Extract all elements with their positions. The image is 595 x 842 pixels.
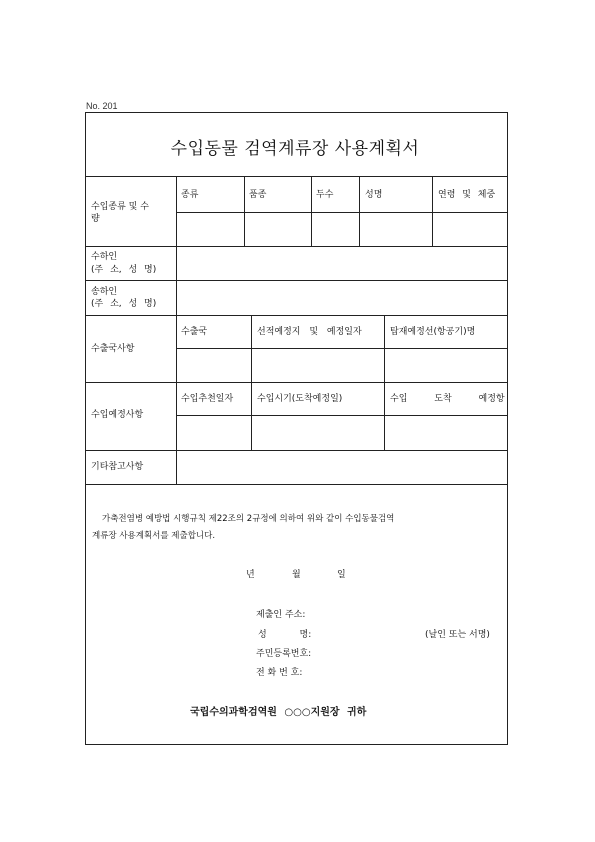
divider <box>359 176 360 246</box>
quantity-label-line1: 수입종류 및 수 <box>91 202 149 212</box>
export-section-label: 수출국사항 <box>91 344 135 354</box>
divider <box>384 315 385 450</box>
date-day: 일 <box>337 570 346 580</box>
form-number: No. 201 <box>86 101 118 111</box>
consignor-label: 송하인 <box>91 287 118 297</box>
resident-id-label: 주민등록번호: <box>256 649 312 659</box>
import-plan-section-label: 수입예정사항 <box>91 410 144 420</box>
divider <box>85 246 508 247</box>
column-breed: 품종 <box>249 190 267 200</box>
phone-label: 전 화 번 호: <box>256 668 303 678</box>
statement-line2: 계류장 사용계획서를 제출합니다. <box>92 531 216 541</box>
divider <box>251 315 252 450</box>
divider <box>176 415 508 416</box>
divider <box>85 280 508 281</box>
column-arrival-date: 수입시기(도착예정일) <box>257 394 343 404</box>
statement-line1: 가축전염병 예방법 시행규칙 제22조의 2규정에 의하여 위와 같이 수입동물검역 <box>102 514 395 524</box>
date-month: 월 <box>292 570 301 580</box>
column-vessel-name: 탑재예정선(항공기)명 <box>390 327 476 337</box>
seal-or-signature-note: (날인 또는 서명) <box>425 630 490 640</box>
divider <box>176 176 177 484</box>
column-head-count: 두수 <box>316 190 334 200</box>
column-shipping-port-date: 선적예정지 및 예정일자 <box>257 327 362 337</box>
divider <box>311 176 312 246</box>
divider <box>85 382 508 383</box>
column-arrival-port: 수입 도착 예정항 <box>390 394 505 404</box>
column-name: 성명 <box>365 190 383 200</box>
divider <box>85 176 508 177</box>
consignee-label: 수하인 <box>91 252 118 262</box>
divider <box>176 348 508 349</box>
column-exporting-country: 수출국 <box>181 327 208 337</box>
divider <box>85 315 508 316</box>
addressee: 국립수의과학검역원 ○○○지원장 귀하 <box>190 707 367 718</box>
quantity-label-line2: 량 <box>91 214 100 224</box>
divider <box>176 212 508 213</box>
other-notes-label: 기타참고사항 <box>91 462 144 472</box>
consignor-sublabel: (주 소, 성 명) <box>91 299 157 309</box>
column-species: 종류 <box>181 190 199 200</box>
divider <box>85 450 508 451</box>
divider <box>244 176 245 246</box>
submitter-name-label: 성 명: <box>258 630 312 640</box>
divider <box>432 176 433 246</box>
column-recommend-date: 수입추천일자 <box>181 394 234 404</box>
divider <box>85 484 508 485</box>
column-age-weight: 연령 및 체중 <box>438 190 496 200</box>
submitter-address-label: 제출인 주소: <box>256 610 306 620</box>
date-year: 년 <box>246 570 255 580</box>
form-title: 수입동물 검역계류장 사용계획서 <box>170 139 420 159</box>
consignee-sublabel: (주 소, 성 명) <box>91 265 157 275</box>
